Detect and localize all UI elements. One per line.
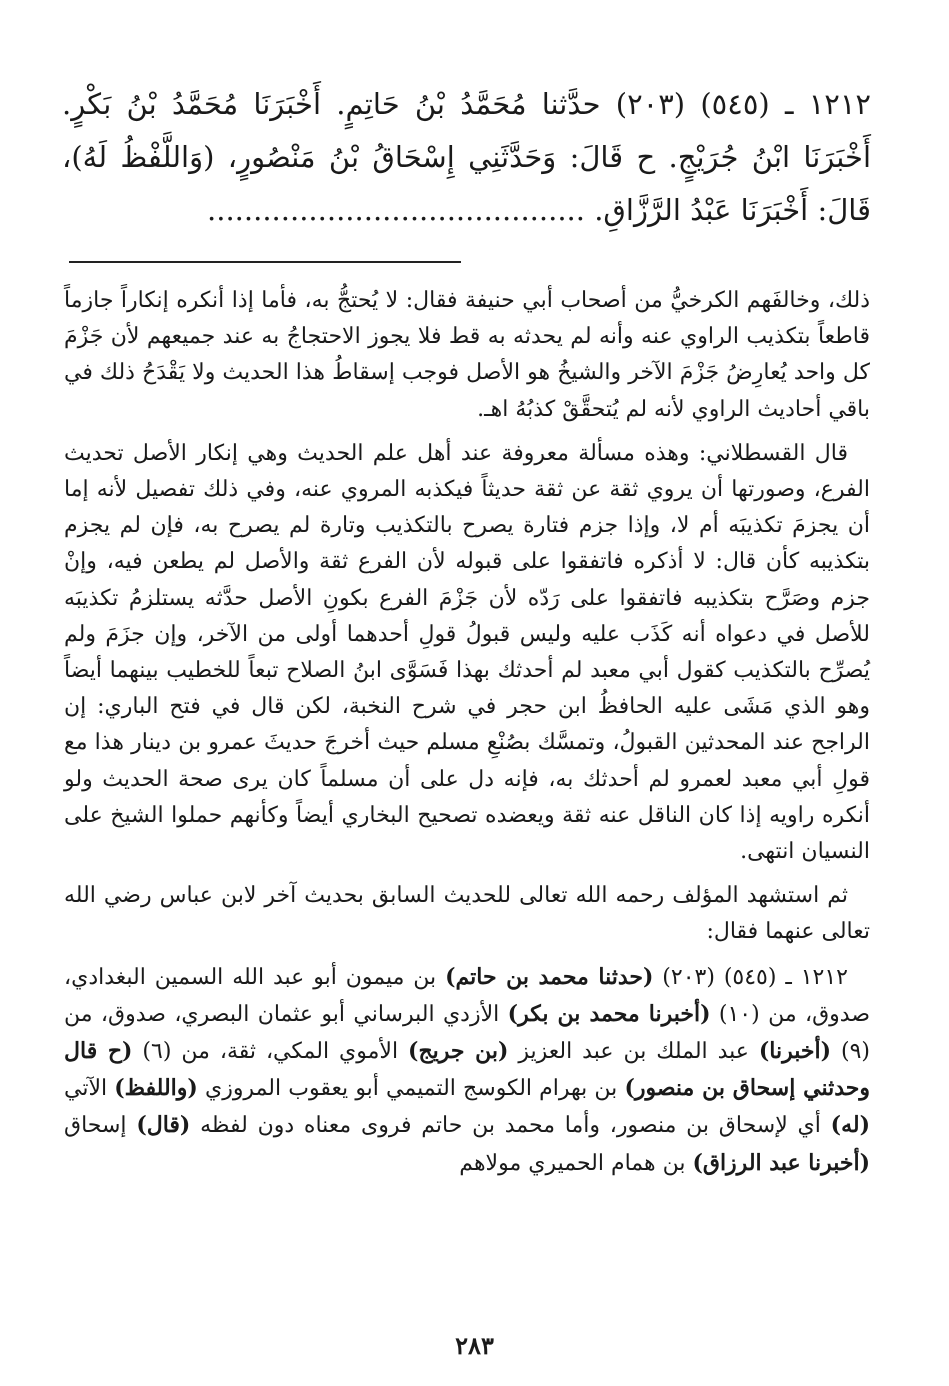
- chain-note: بن همام الحميري مولاهم: [459, 1150, 686, 1176]
- chain-segment: (ح قال وحدثني إسحاق بن منصور): [64, 1038, 870, 1102]
- hadith-text: ١٢١٢ ـ (٥٤٥) (٢٠٣) حدَّثنا مُحَمَّدُ بْنُ حَاتِمٍ. أَخْبَرَنَا مُحَمَّدُ بْنُ بَكْرٍ. أَخْبَرَنَا ابْنُ جُرَيْجٍ. ح قَالَ: وَحَدَّثَنِي إِسْحَاقُ بْنُ مَنْصُورٍ، (وَاللَّفْظُ لَهُ)، قَالَ: أَخْبَرَنَا عَبْدُ الرَّزَّاقِ.: [62, 87, 871, 227]
- chain-note: الآتي: [64, 1076, 108, 1102]
- chain-segment: (بن جريج): [408, 1038, 509, 1065]
- chain-segment: (أخبرنا محمد بن بكر): [507, 1000, 711, 1027]
- chain-segment: (حدثنا محمد بن حاتم): [445, 963, 654, 990]
- chain-segment: (واللفظ): [114, 1075, 198, 1102]
- chain-segment: (أخبرنا): [758, 1038, 832, 1065]
- chain-note: الأزدي البرساني أبو عثمان البصري، صدوق، من (٩): [64, 1001, 870, 1065]
- hadith-text-block: [62, 78, 871, 237]
- chain-note: بن ميمون أبو عبد الله السمين البغدادي، صدوق، من (١٠): [64, 964, 871, 1027]
- chain-note: بن بهرام الكوسج التميمي أبو يعقوب المروزي: [204, 1076, 618, 1102]
- chain-note: إسحاق: [64, 1113, 127, 1139]
- chain-note: الأموي المكي، ثقة، من (٦): [142, 1039, 399, 1065]
- chain-segment: (قال): [136, 1112, 191, 1139]
- ellipsis-dots: .........................................: [207, 193, 585, 227]
- commentary-section: [64, 283, 870, 1190]
- commentary-paragraph: ذلك، وخالفَهم الكرخيُّ من أصحاب أبي حنيفة فقال: لا يُحتجُّ به، فأما إذا أنكره إنكاراً جازماً قاطعاً بتكذيب الراوي عنه وأنه لم يحدثه به قط فلا يجوز الاحتجاجُ به عند جميعهم لأن جَزْمَ كل واحد يُعارِضُ جَزْمَ الآخر والشيخُ هو الأصل فوجب إسقاطُ هذا الحديث ولا يَقْدَحُ ذلك في باقي أحاديث الراوي لأنه لم يُتحقَّقْ كذبُهُ اهـ.: [64, 288, 870, 422]
- chain-segment: (أخبرنا عبد الرزاق): [692, 1149, 870, 1176]
- page-number: ٢٨٣: [455, 1331, 494, 1360]
- footnote-separator: [69, 261, 461, 263]
- chain-paragraph: [64, 959, 870, 1182]
- chain-note: أي لإسحاق بن منصور، وأما محمد بن حاتم فروى معناه دون لفظه: [200, 1113, 821, 1139]
- chain-segment: (له): [830, 1112, 870, 1139]
- commentary-paragraph: ثم استشهد المؤلف رحمه الله تعالى للحديث السابق بحديث آخر لابن عباس رضي الله تعالى عنهما فقال:: [64, 883, 870, 945]
- chain-note: عبد الملك بن عبد العزيز: [518, 1039, 749, 1065]
- hadith-number: ١٢١٢ ـ (٥٤٥) (٢٠٣): [662, 964, 848, 990]
- commentary-paragraph: قال القسطلاني: وهذه مسألة معروفة عند أهل علم الحديث وهي إنكار الأصل تحديث الفرع، وصورتها أن يروي ثقة عن ثقة حديثاً فيكذبه المروي عنه، وفي ذلك تفصيل لأنه إما أن يجزمَ تكذيبَه أم لا، وإذا جزم فتارة يصرح بالتكذيب وتارة لم يصرح به، فإن لم يجزم بتكذيبه كأن قال: لا أذكره فاتفقوا على قبوله لأن الفرع ثقة والأصل لم يطعن فيه، وإنْ جزم وصَرَّح بتكذيبه فاتفقوا على رَدّه لأن جَزْمَ الفرع بكونِ الأصل حدَّثه يستلزمُ تكذيبَه للأصل في دعواه أنه كَذَب عليه وليس قبولُ قولِ أحدهما أولى من الآخر، وإن جزَمَ ولم يُصرِّح بالتكذيب كقول أبي معبد لم أحدثك بهذا فَسَوَّى ابنُ الصلاح تبعاً للخطيب بينهما أيضاً وهو الذي مَشَى عليه الحافظُ ابن حجر في شرح النخبة، لكن قال في فتح الباري: إن الراجح عند المحدثين القبولُ، وتمسَّك بصُنْعِ مسلم حيث أخرجَ حديثَ عمرو بن دينار هذا مع قولِ أبي معبد لعمرو لم أحدثك به، فإنه دل على أن مسلماً كان يرى صحة الحديث ولو أنكره راويه إذا كان الناقل عنه ثقة ويعضده تصحيح البخاري أيضاً وكأنهم حملوا الشيخ على النسيان انتهى.: [64, 440, 870, 865]
